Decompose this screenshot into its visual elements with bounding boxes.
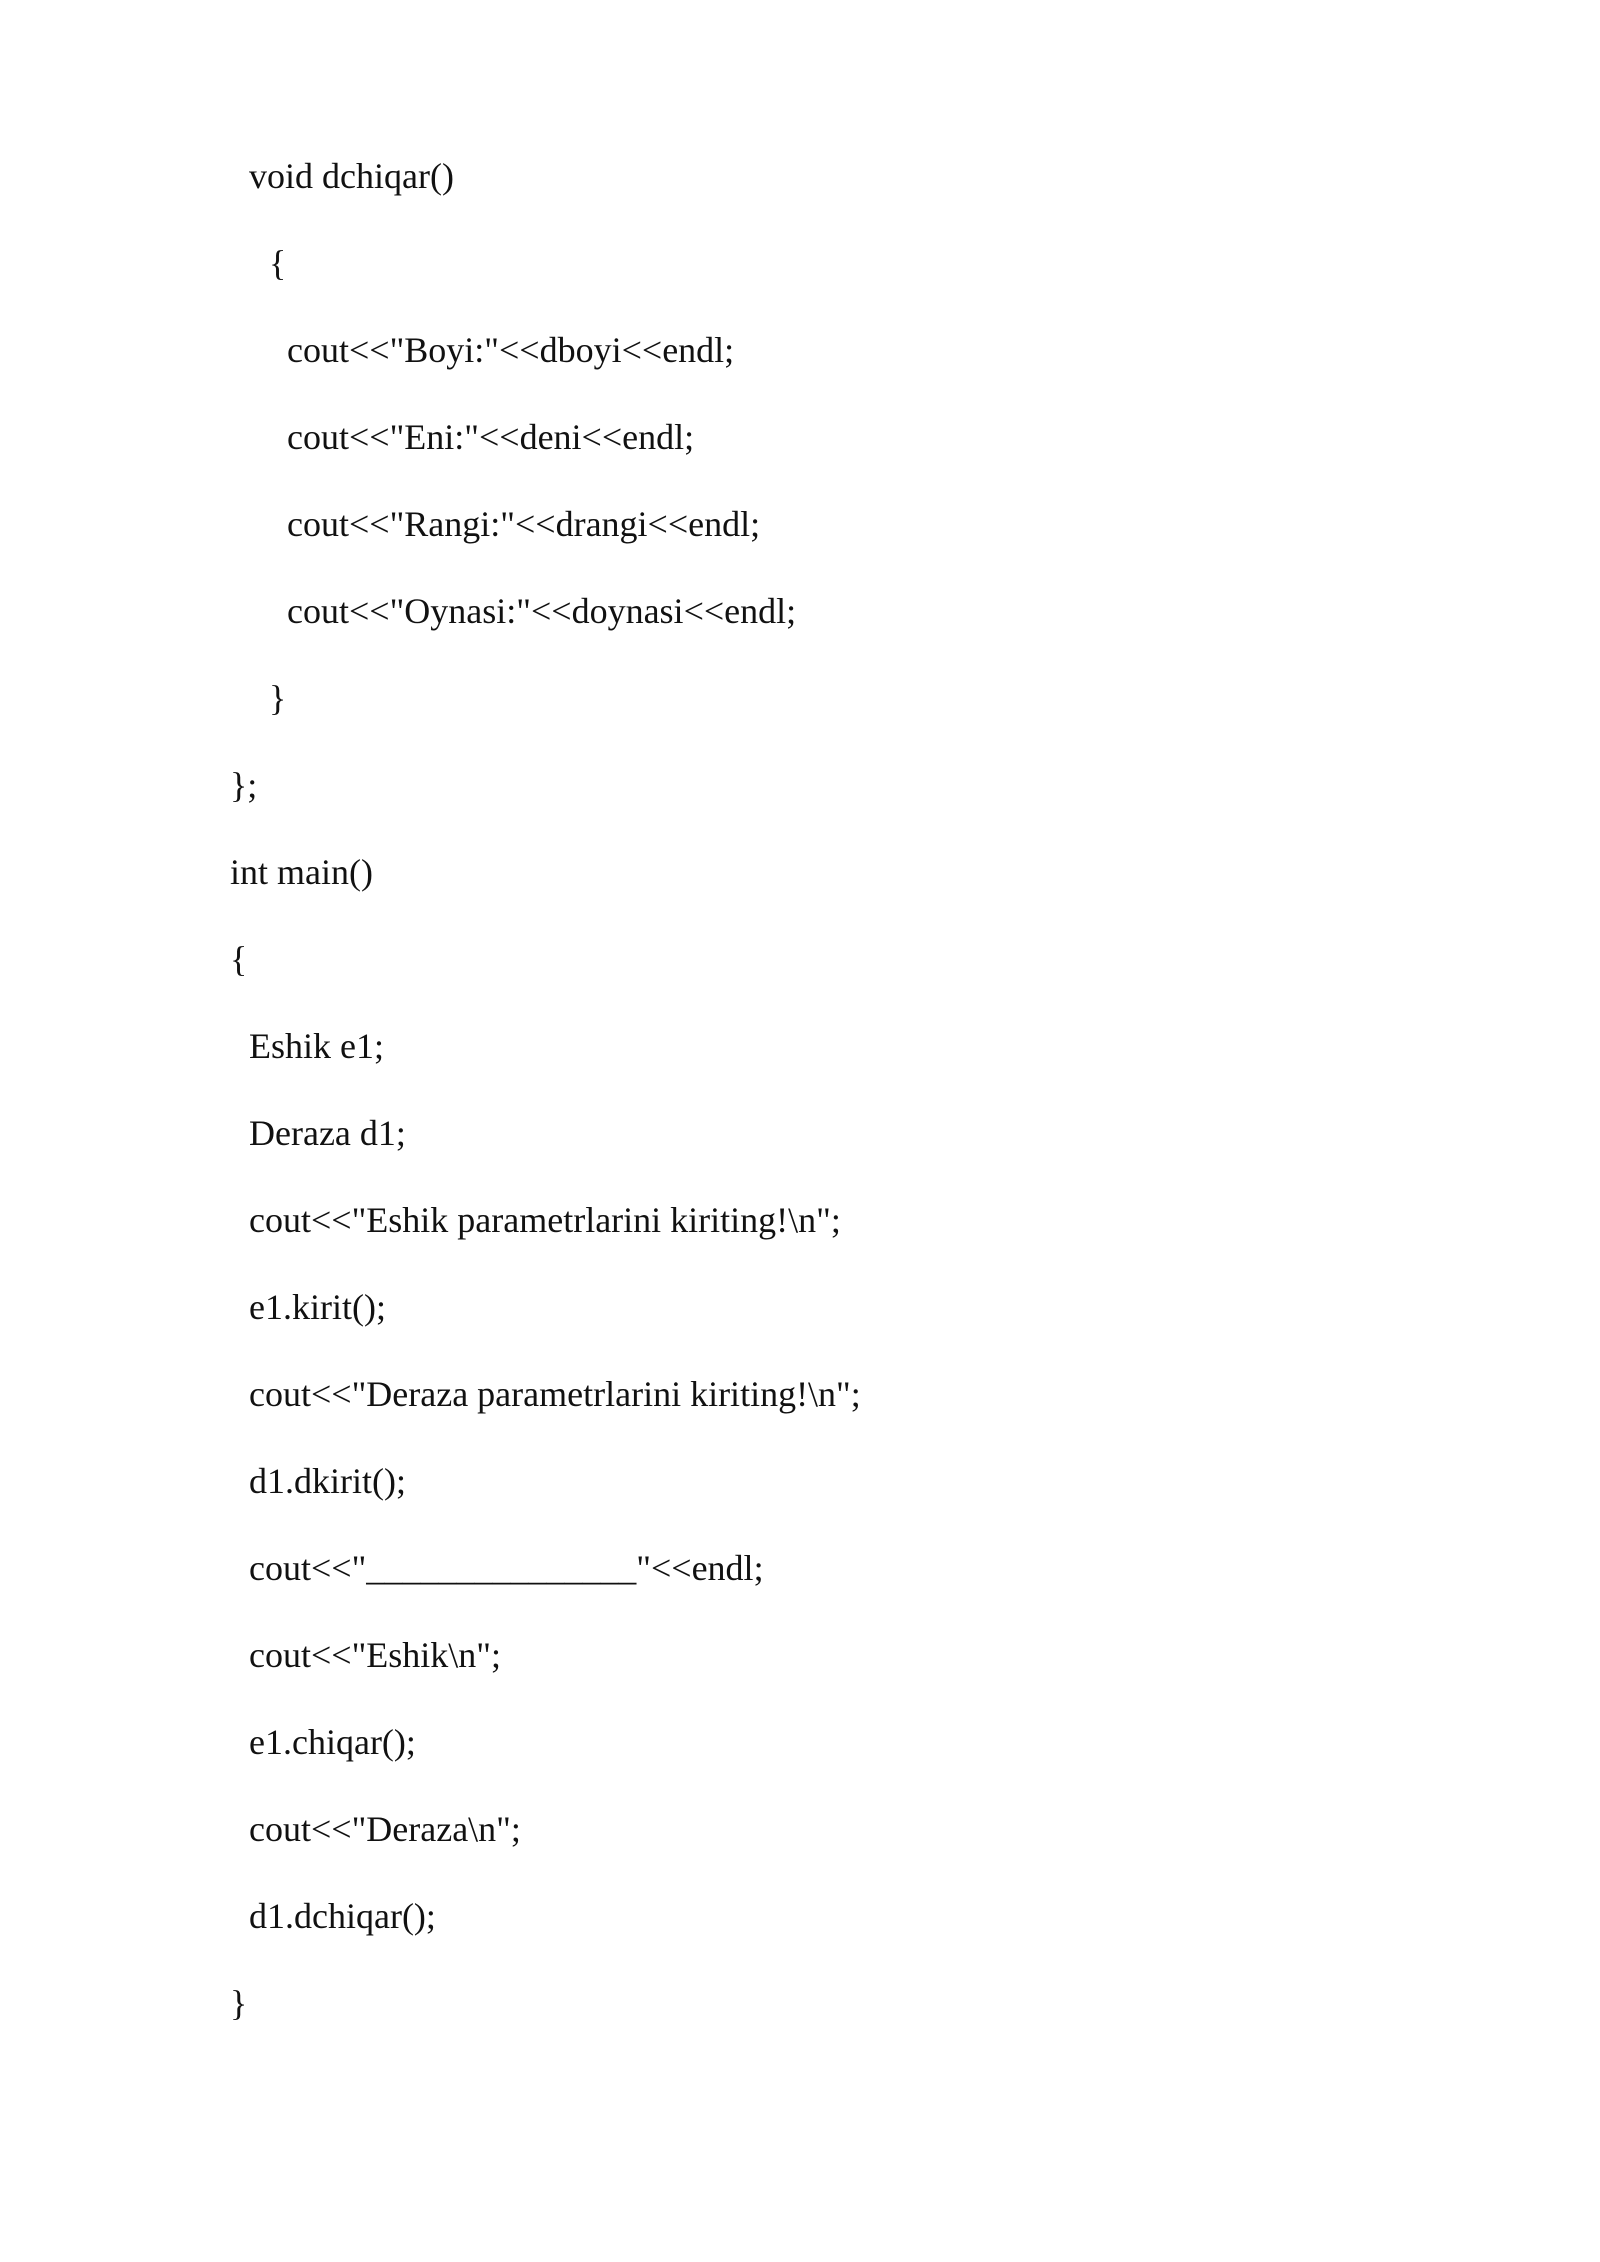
code-line: { bbox=[269, 243, 287, 283]
code-line: cout<<"Deraza\n"; bbox=[249, 1809, 521, 1849]
code-line: e1.kirit(); bbox=[249, 1287, 386, 1327]
code-line: d1.dkirit(); bbox=[249, 1461, 406, 1501]
code-line: cout<<"Oynasi:"<<doynasi<<endl; bbox=[287, 591, 797, 631]
code-line: Deraza d1; bbox=[249, 1113, 406, 1153]
code-line: cout<<"Eshik\n"; bbox=[249, 1635, 501, 1675]
code-line: d1.dchiqar(); bbox=[249, 1896, 436, 1936]
code-line: }; bbox=[230, 765, 258, 805]
code-line: e1.chiqar(); bbox=[249, 1722, 416, 1762]
code-line: } bbox=[230, 1983, 248, 2023]
code-line: cout<<"Deraza parametrlarini kiriting!\n"; bbox=[249, 1374, 861, 1414]
code-line: cout<<"Eni:"<<deni<<endl; bbox=[287, 417, 695, 457]
code-line: Eshik e1; bbox=[249, 1026, 384, 1066]
code-line: cout<<"Rangi:"<<drangi<<endl; bbox=[287, 504, 761, 544]
code-line: } bbox=[269, 678, 287, 718]
code-line: cout<<"Eshik parametrlarini kiriting!\n"; bbox=[249, 1200, 841, 1240]
code-line: { bbox=[230, 939, 248, 979]
code-line: cout<<"_______________"<<endl; bbox=[249, 1548, 764, 1588]
code-line: cout<<"Boyi:"<<dboyi<<endl; bbox=[287, 330, 735, 370]
code-line: int main() bbox=[230, 852, 373, 892]
code-line: void dchiqar() bbox=[249, 156, 454, 196]
